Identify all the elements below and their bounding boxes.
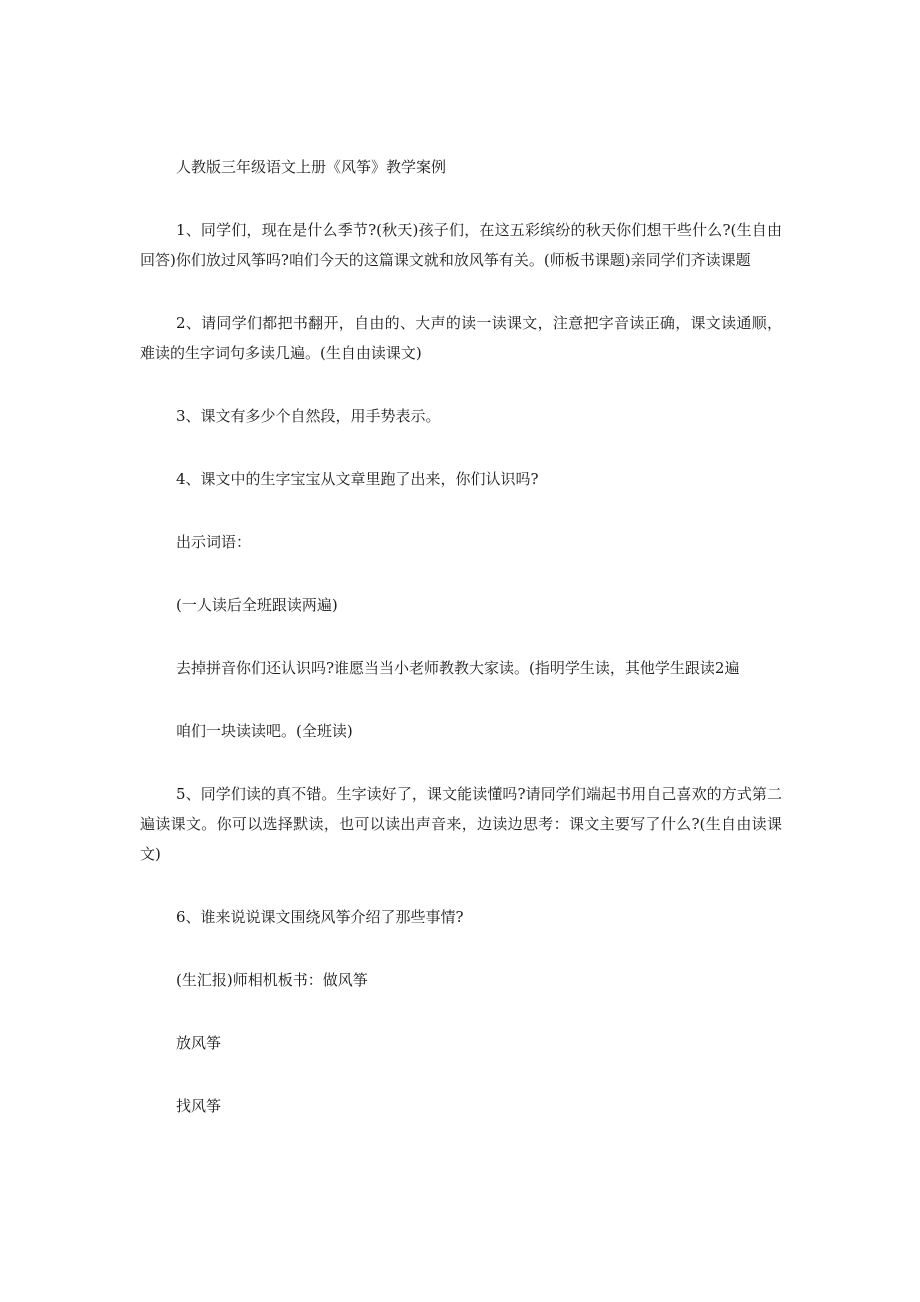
paragraph-10: 6、谁来说说课文围绕风筝介绍了那些事情? — [176, 908, 464, 926]
document-body — [140, 152, 782, 1154]
paragraph-6: (一人读后全班跟读两遍) — [176, 596, 338, 614]
paragraph-8: 咱们一块读读吧。(全班读) — [176, 722, 353, 740]
document-title: 人教版三年级语文上册《风筝》教学案例 — [176, 158, 447, 176]
paragraph-3: 3、课文有多少个自然段，用手势表示。 — [176, 407, 441, 425]
paragraph-9: 5、同学们读的真不错。生字读好了，课文能读懂吗?请同学们端起书用自己喜欢的方式第二遍读课文。你可以选择默读，也可以读出声音来，边读边思考：课文主要写了什么?(生自由读课文) — [140, 785, 782, 863]
paragraph-4: 4、课文中的生字宝宝从文章里跑了出来，你们认识吗? — [176, 470, 539, 488]
paragraph-2: 2、请同学们都把书翻开，自由的、大声的读一读课文，注意把字音读正确，课文读通顺，难读的生字词句多读几遍。(生自由读课文) — [140, 314, 782, 362]
paragraph-11: (生汇报)师相机板书：做风筝 — [176, 971, 368, 989]
paragraph-13: 找风筝 — [176, 1097, 222, 1115]
paragraph-5: 出示词语： — [176, 533, 252, 551]
paragraph-7: 去掉拼音你们还认识吗?谁愿当当小老师教教大家读。(指明学生读，其他学生跟读2遍 — [176, 659, 740, 677]
paragraph-1: 1、同学们，现在是什么季节?(秋天)孩子们，在这五彩缤纷的秋天你们想干些什么?(生自由回答)你们放过风筝吗?咱们今天的这篇课文就和放风筝有关。(师板书课题)亲同学们齐读课题 — [140, 221, 782, 269]
paragraph-12: 放风筝 — [176, 1034, 222, 1052]
